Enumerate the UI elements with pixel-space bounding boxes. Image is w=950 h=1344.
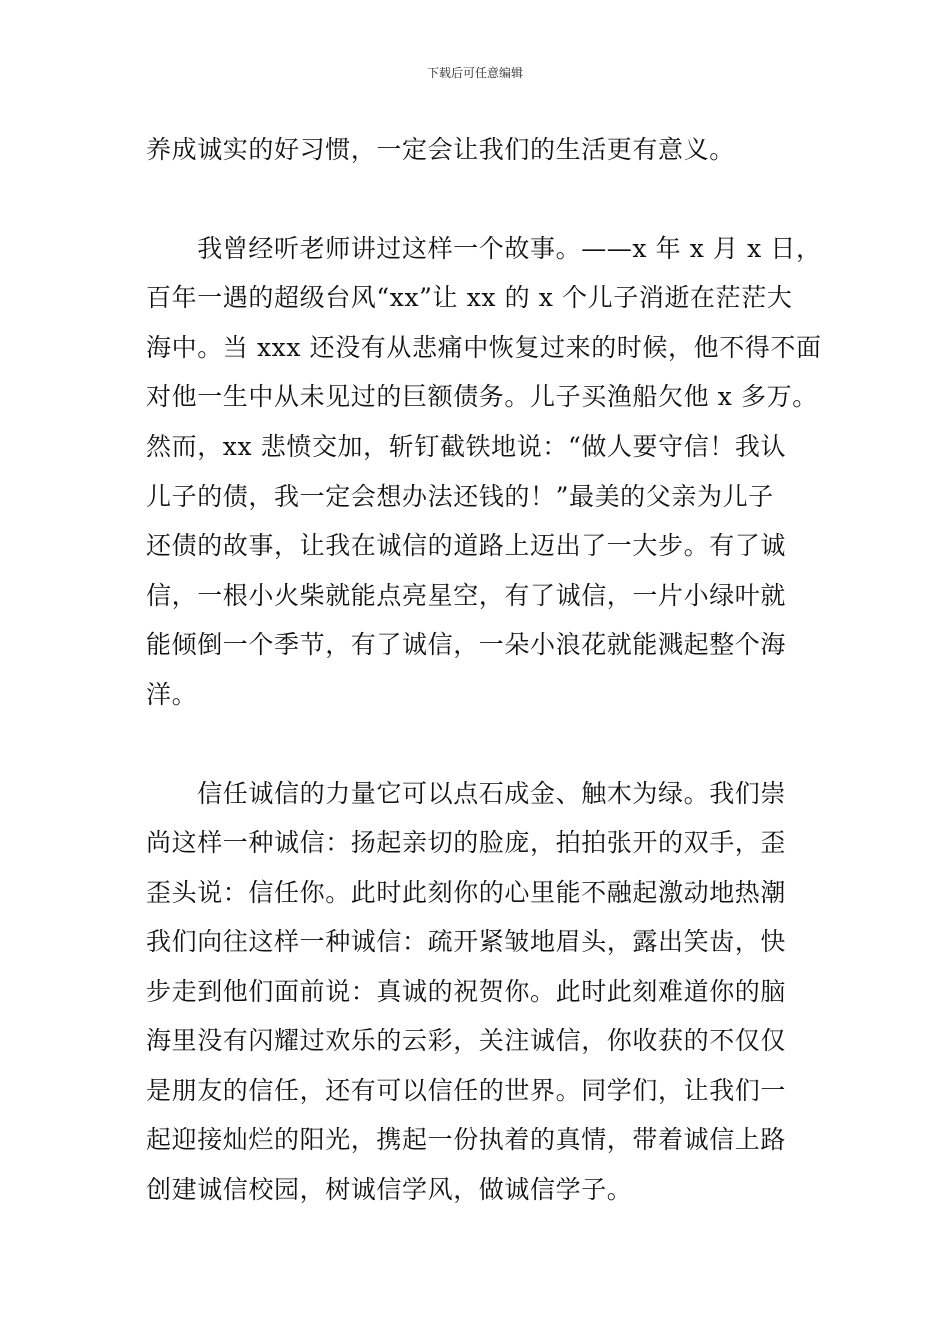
- text-line: 是朋友的信任，还有可以信任的世界。同学们，让我们一: [146, 1076, 787, 1105]
- text-line: 然而，xx 悲愤交加，斩钉截铁地说：“做人要守信！我认: [146, 432, 787, 461]
- text-line: 对他一生中从未见过的巨额债务。儿子买渔船欠他 x 多万。: [146, 382, 818, 411]
- text-line: 信，一根小火柴就能点亮星空，有了诚信，一片小绿叶就: [146, 581, 787, 610]
- text-line: 百年一遇的超级台风“xx”让 xx 的 x 个儿子消逝在茫茫大: [146, 283, 793, 312]
- text-line: 步走到他们面前说：真诚的祝贺你。此时此刻难道你的脑: [146, 977, 787, 1006]
- text-line: 海里没有闪耀过欢乐的云彩，关注诚信，你收获的不仅仅: [146, 1026, 787, 1055]
- text-line: 尚这样一种诚信：扬起亲切的脸庞，拍拍张开的双手，歪: [146, 828, 787, 857]
- text-line: 歪头说：信任你。此时此刻你的心里能不融起激动地热潮: [146, 878, 787, 907]
- text-line: 海中。当 xxx 还没有从悲痛中恢复过来的时候，他不得不面: [146, 333, 822, 362]
- text-line: 创建诚信校园，树诚信学风，做诚信学子。: [146, 1175, 633, 1204]
- text-line: 能倾倒一个季节，有了诚信，一朵小浪花就能溅起整个海: [146, 630, 787, 659]
- text-line: 信任诚信的力量它可以点石成金、触木为绿。我们崇: [146, 779, 787, 808]
- text-line: 儿子的债，我一定会想办法还钱的！”最美的父亲为儿子: [146, 482, 774, 511]
- text-line: 还债的故事，让我在诚信的道路上迈出了一大步。有了诚: [146, 531, 787, 560]
- text-line: 我曾经听老师讲过这样一个故事。——x 年 x 月 x 日，: [146, 234, 822, 263]
- text-line: 起迎接灿烂的阳光，携起一份执着的真情，带着诚信上路: [146, 1125, 787, 1154]
- text-line: 洋。: [146, 680, 198, 709]
- text-line: 我们向往这样一种诚信：疏开紧皱地眉头，露出笑齿，快: [146, 927, 787, 956]
- text-line: 养成诚实的好习惯，一定会让我们的生活更有意义。: [146, 135, 735, 164]
- page-header: 下载后可任意编辑: [426, 66, 523, 80]
